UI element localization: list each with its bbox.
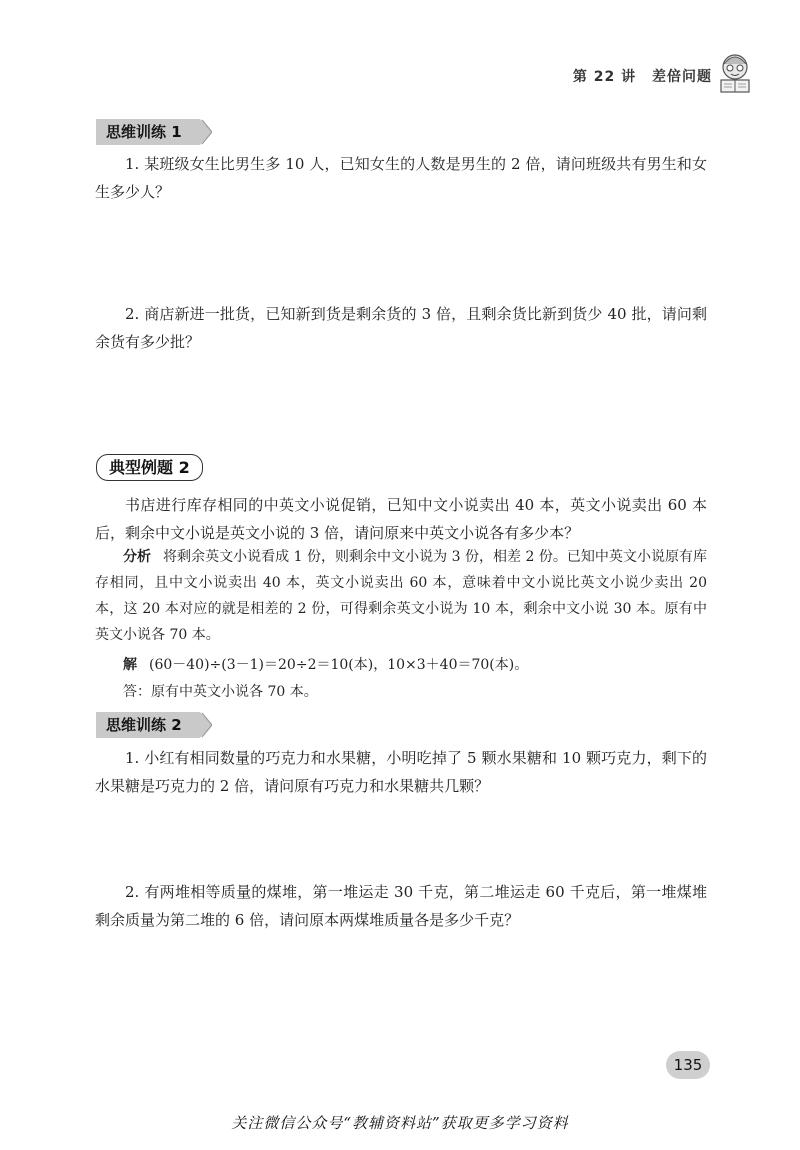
example-2-problem: 书店进行库存相同的中英文小说促销，已知中文小说卖出 40 本，英文小说卖出 60 本后，剩余中文小说是英文小说的 3 倍，请问原来中英文小说各有多少本？	[95, 496, 707, 542]
training-2-label: 思维训练 2	[96, 712, 192, 738]
example-2-answer: 答：原有中英文小说各 70 本。	[123, 684, 318, 700]
training-1-label: 思维训练 1	[96, 119, 192, 145]
lecture-topic: 差倍问题	[652, 69, 712, 85]
training-1-banner	[96, 119, 212, 145]
training-2-question-1: 1. 小红有相同数量的巧克力和水果糖，小明吃掉了 5 颗水果糖和 10 颗巧克力，剩下的水果糖是巧克力的 2 倍，请问原有巧克力和水果糖共几颗？	[95, 749, 707, 795]
running-header	[573, 66, 712, 86]
page-number: 135	[666, 1051, 710, 1079]
example-2-analysis	[95, 544, 707, 648]
banner-arrow-icon	[192, 119, 212, 145]
solution-text: (60－40)÷(3－1)＝20÷2＝10(本)，10×3＋40＝70(本)。	[149, 657, 529, 673]
training-2-banner	[96, 712, 212, 738]
footer-note: 关注微信公众号“教辅资料站”获取更多学习资料	[231, 1114, 569, 1132]
training-2-question-2: 2. 有两堆相等质量的煤堆，第一堆运走 30 千克，第二堆运走 60 千克后，第一堆煤堆剩余质量为第二堆的 6 倍，请问原本两煤堆质量各是多少千克？	[95, 883, 707, 929]
example-2-label: 典型例题 2	[96, 454, 203, 481]
training-1-question-1: 1. 某班级女生比男生多 10 人，已知女生的人数是男生的 2 倍，请问班级共有男生和女生多少人？	[95, 155, 707, 201]
lecture-number: 第 22 讲	[572, 69, 637, 85]
banner-arrow-icon	[192, 712, 212, 738]
solution-label: 解	[123, 657, 137, 673]
cartoon-student-reading-icon	[716, 52, 754, 96]
analysis-label: 分析	[123, 549, 152, 565]
example-2-badge-wrap	[96, 455, 203, 478]
analysis-text: 将剩余英文小说看成 1 份，则剩余中文小说为 3 份，相差 2 份。已知中英文小说原有库存相同，且中文小说卖出 40 本，英文小说卖出 60 本，意味着中文小说比英文小说少卖出 20 本，这 20 本对应的就是相差的 2 份，可得剩余英文小说为 10 本，剩余中文小说 30 本。原有中英文小说各 70 本。	[95, 549, 708, 643]
example-2-solution	[95, 652, 707, 678]
training-1-question-2: 2. 商店新进一批货，已知新到货是剩余货的 3 倍，且剩余货比新到货少 40 批，请问剩余货有多少批？	[95, 305, 707, 351]
